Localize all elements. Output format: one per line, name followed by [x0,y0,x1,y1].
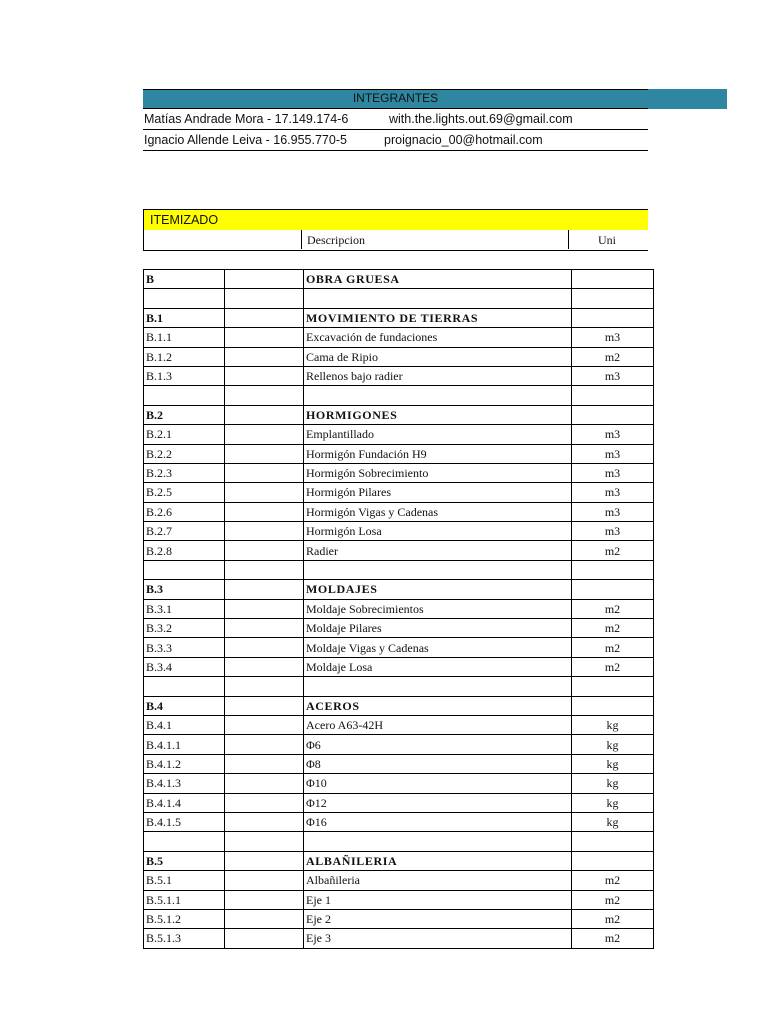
item-description: Moldaje Vigas y Cadenas [304,638,572,657]
item-empty-cell [225,696,304,715]
item-code: B.1.3 [144,366,225,385]
item-code: B.3.4 [144,657,225,676]
table-row [144,638,654,657]
item-code: B.4.1.2 [144,754,225,773]
item-empty-cell [225,890,304,909]
item-unit [572,851,654,870]
item-code: B.4.1.3 [144,774,225,793]
table-row [144,871,654,890]
item-description: ACEROS [304,696,572,715]
item-empty-cell [225,347,304,366]
column-divider [301,230,302,249]
item-unit: m2 [572,657,654,676]
item-empty-cell [225,832,304,851]
table-row [144,328,654,347]
blank-row [144,832,654,851]
item-description: Φ6 [304,735,572,754]
item-code: B.5.1.2 [144,909,225,928]
item-code: B.2.8 [144,541,225,560]
item-empty-cell [225,425,304,444]
item-empty-cell [225,483,304,502]
item-unit [572,405,654,424]
table-row [144,541,654,560]
item-code: B.4.1 [144,715,225,734]
item-description: Radier [304,541,572,560]
item-description [304,386,572,405]
table-row [144,347,654,366]
item-empty-cell [225,444,304,463]
item-empty-cell [225,405,304,424]
item-description: Eje 2 [304,909,572,928]
item-code: B.5.1.1 [144,890,225,909]
item-empty-cell [225,812,304,831]
section-header-row [144,851,654,870]
table-row [144,619,654,638]
item-unit: m2 [572,871,654,890]
item-empty-cell [225,793,304,812]
table-row [144,522,654,541]
section-header-row [144,696,654,715]
item-unit: m2 [572,890,654,909]
item-code: B.3.1 [144,599,225,618]
item-unit: m3 [572,483,654,502]
table-row [144,425,654,444]
item-description [304,677,572,696]
item-code: B.2 [144,405,225,424]
table-row [144,774,654,793]
item-description: Eje 3 [304,929,572,948]
item-description: Rellenos bajo radier [304,366,572,385]
column-header-unidad: Uni [598,233,616,247]
item-code: B.1 [144,308,225,327]
item-empty-cell [225,638,304,657]
table-row [144,812,654,831]
item-description: Φ8 [304,754,572,773]
item-unit [572,696,654,715]
item-unit: m3 [572,463,654,482]
item-empty-cell [225,754,304,773]
item-description: Acero A63-42H [304,715,572,734]
item-empty-cell [225,289,304,308]
item-code: B.1.2 [144,347,225,366]
item-unit [572,832,654,851]
item-description: Albañileria [304,871,572,890]
item-code: B.3.3 [144,638,225,657]
item-empty-cell [225,328,304,347]
item-empty-cell [225,522,304,541]
item-code: B.5 [144,851,225,870]
item-unit: m2 [572,619,654,638]
item-code: B.1.1 [144,328,225,347]
item-description: Cama de Ripio [304,347,572,366]
item-description: Hormigón Pilares [304,483,572,502]
section-header-row [144,308,654,327]
item-code: B.2.7 [144,522,225,541]
item-description: Excavación de fundaciones [304,328,572,347]
item-unit: m2 [572,929,654,948]
item-code: B.4.1.5 [144,812,225,831]
member-name: Matías Andrade Mora - 17.149.174-6 [144,112,349,126]
table-row [144,890,654,909]
table-row [144,463,654,482]
item-unit [572,560,654,579]
item-unit: m2 [572,541,654,560]
item-description: Moldaje Sobrecimientos [304,599,572,618]
item-unit [572,289,654,308]
items-table [143,269,654,949]
item-empty-cell [225,715,304,734]
item-unit: kg [572,735,654,754]
table-row [144,735,654,754]
item-description: Hormigón Losa [304,522,572,541]
item-description: ALBAÑILERIA [304,851,572,870]
item-empty-cell [225,560,304,579]
item-description: Moldaje Losa [304,657,572,676]
table-row [144,502,654,521]
item-code: B.4.1.1 [144,735,225,754]
item-code: B.4.1.4 [144,793,225,812]
blank-row [144,677,654,696]
item-unit: kg [572,812,654,831]
member-row [143,109,648,130]
item-unit: kg [572,715,654,734]
item-code: B.2.6 [144,502,225,521]
item-description: Φ10 [304,774,572,793]
table-row [144,599,654,618]
table-row [144,657,654,676]
member-email: proignacio_00@hotmail.com [384,133,543,147]
item-unit [572,386,654,405]
item-unit: kg [572,754,654,773]
item-unit: kg [572,793,654,812]
item-description: Hormigón Vigas y Cadenas [304,502,572,521]
item-unit: m2 [572,599,654,618]
item-unit: m3 [572,444,654,463]
section-header-row [144,580,654,599]
item-code: B.2.1 [144,425,225,444]
table-row [144,793,654,812]
item-description: Hormigón Sobrecimiento [304,463,572,482]
item-empty-cell [225,386,304,405]
item-unit: m3 [572,502,654,521]
table-row [144,483,654,502]
item-code [144,832,225,851]
item-empty-cell [225,366,304,385]
item-description: Moldaje Pilares [304,619,572,638]
item-unit: m3 [572,328,654,347]
item-description: Φ16 [304,812,572,831]
table-row [144,444,654,463]
item-unit [572,270,654,289]
member-name: Ignacio Allende Leiva - 16.955.770-5 [144,133,347,147]
item-empty-cell [225,929,304,948]
item-empty-cell [225,909,304,928]
item-description: MOLDAJES [304,580,572,599]
blank-row [144,289,654,308]
column-divider [568,230,569,249]
item-unit [572,308,654,327]
table-row [144,715,654,734]
item-code: B.2.3 [144,463,225,482]
table-row [144,754,654,773]
member-email: with.the.lights.out.69@gmail.com [389,112,573,126]
item-description [304,289,572,308]
itemizado-column-header [143,230,648,251]
table-row [144,929,654,948]
item-unit: m2 [572,638,654,657]
item-code [144,386,225,405]
item-empty-cell [225,619,304,638]
blank-row [144,560,654,579]
table-row [144,909,654,928]
integrantes-title: INTEGRANTES [143,89,648,109]
item-unit: kg [572,774,654,793]
item-empty-cell [225,308,304,327]
item-code [144,289,225,308]
column-header-descripcion: Descripcion [307,233,365,247]
item-code: B.5.1.3 [144,929,225,948]
item-code: B [144,270,225,289]
section-header-row [144,270,654,289]
item-unit: m2 [572,347,654,366]
item-code [144,677,225,696]
item-description [304,560,572,579]
item-empty-cell [225,774,304,793]
item-empty-cell [225,851,304,870]
item-unit: m3 [572,522,654,541]
item-empty-cell [225,657,304,676]
item-code: B.4 [144,696,225,715]
item-unit: m3 [572,366,654,385]
item-description [304,832,572,851]
item-code: B.3 [144,580,225,599]
blank-row [144,386,654,405]
item-code: B.2.5 [144,483,225,502]
item-empty-cell [225,677,304,696]
item-empty-cell [225,541,304,560]
item-code: B.3.2 [144,619,225,638]
item-code: B.2.2 [144,444,225,463]
item-description: Φ12 [304,793,572,812]
item-empty-cell [225,270,304,289]
item-empty-cell [225,871,304,890]
item-description: MOVIMIENTO DE TIERRAS [304,308,572,327]
item-description: Eje 1 [304,890,572,909]
item-empty-cell [225,463,304,482]
item-description: OBRA GRUESA [304,270,572,289]
item-code: B.5.1 [144,871,225,890]
item-description: HORMIGONES [304,405,572,424]
item-description: Emplantillado [304,425,572,444]
section-header-row [144,405,654,424]
integrantes-header-extension [648,89,727,109]
item-empty-cell [225,502,304,521]
member-row [143,130,648,151]
table-row [144,366,654,385]
itemizado-title: ITEMIZADO [143,209,648,230]
item-unit [572,677,654,696]
item-empty-cell [225,735,304,754]
item-unit [572,580,654,599]
item-unit: m2 [572,909,654,928]
item-empty-cell [225,599,304,618]
item-code [144,560,225,579]
item-unit: m3 [572,425,654,444]
item-empty-cell [225,580,304,599]
item-description: Hormigón Fundación H9 [304,444,572,463]
